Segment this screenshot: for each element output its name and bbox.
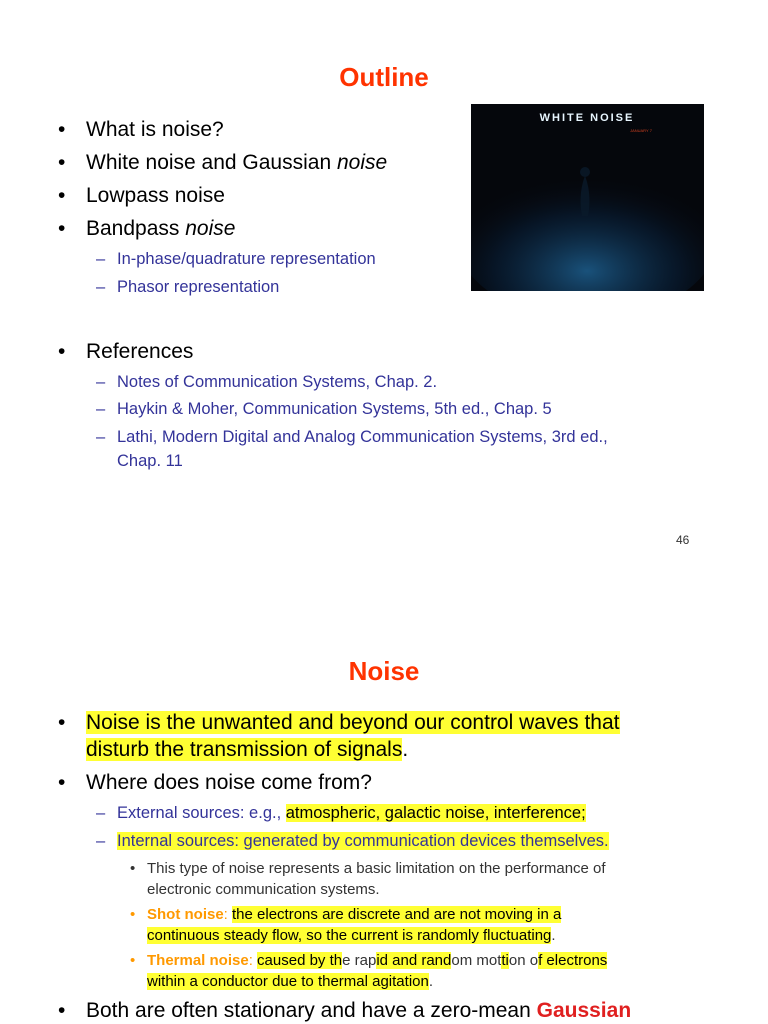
bullet-text: Bandpass noise <box>86 217 236 240</box>
sub-bullet-text: External sources: e.g., atmospheric, galactic noise, interference; <box>117 804 586 822</box>
bullet-text: disturb the transmission of signals. <box>86 738 409 761</box>
bullet-text: Where does noise come from? <box>86 771 372 794</box>
poster-subtitle: JANUARY 7 <box>630 128 652 133</box>
poster-title: WHITE NOISE <box>539 112 635 124</box>
bullet-text: Lowpass noise <box>86 184 225 207</box>
sub-sub-bullet-text: Shot noise: the electrons are discrete and are not moving in a continuous steady flow, so the current is randomly fluctuating. <box>147 906 562 944</box>
slide-title: Outline <box>339 62 429 92</box>
bullet-dot: • <box>58 711 66 734</box>
bullet-text: Noise is the unwanted and beyond our control waves that <box>86 711 620 734</box>
white-noise-poster-image <box>471 104 704 291</box>
sub-bullet-text: Internal sources: generated by communication devices themselves. <box>117 832 609 850</box>
slide-title: Noise <box>348 656 420 686</box>
bullet-dot: • <box>58 151 66 174</box>
bullet-text: What is noise? <box>86 118 224 141</box>
sub-bullet-dash: – <box>96 832 106 850</box>
bullet-dot: • <box>130 952 136 969</box>
bullet-dot: • <box>58 340 66 363</box>
sub-sub-bullet-text: Thermal noise: caused by the rapid and random mottion of electrons within a conductor due to thermal agitation. <box>147 952 608 990</box>
bullet-dot: • <box>58 118 66 141</box>
bullet-dot: • <box>130 906 136 923</box>
sub-bullet-dash: – <box>96 804 106 822</box>
reference-text: Haykin & Moher, Communication Systems, 5th ed., Chap. 5 <box>117 400 552 418</box>
reference-text: Lathi, Modern Digital and Analog Communication Systems, 3rd ed., <box>117 428 608 446</box>
bullet-dot: • <box>130 860 136 877</box>
sub-bullet-dash: – <box>96 250 106 268</box>
bullet-dot: • <box>58 217 66 240</box>
sub-bullet-text: In-phase/quadrature representation <box>117 250 376 268</box>
bullet-dot: • <box>58 999 66 1022</box>
sub-bullet-dash: – <box>96 400 106 418</box>
sub-bullet-text: Phasor representation <box>117 278 280 296</box>
sub-bullet-dash: – <box>96 278 106 296</box>
bullet-text: Both are often stationary and have a zero-mean Gaussian <box>86 999 632 1022</box>
bullet-dot: • <box>58 771 66 794</box>
bullet-text: White noise and Gaussian noise <box>86 151 388 174</box>
slide-noise <box>0 570 768 1024</box>
bullet-text: References <box>86 340 194 363</box>
sub-bullet-dash: – <box>96 373 106 391</box>
reference-text: Chap. 11 <box>117 452 183 470</box>
bullet-dot: • <box>58 184 66 207</box>
reference-text: Notes of Communication Systems, Chap. 2. <box>117 373 438 391</box>
sub-bullet-dash: – <box>96 428 106 446</box>
page-number: 46 <box>676 533 690 547</box>
poster-art <box>471 104 704 291</box>
sub-sub-bullet-text: This type of noise represents a basic limitation on the performance of electronic communication systems. <box>147 860 606 898</box>
